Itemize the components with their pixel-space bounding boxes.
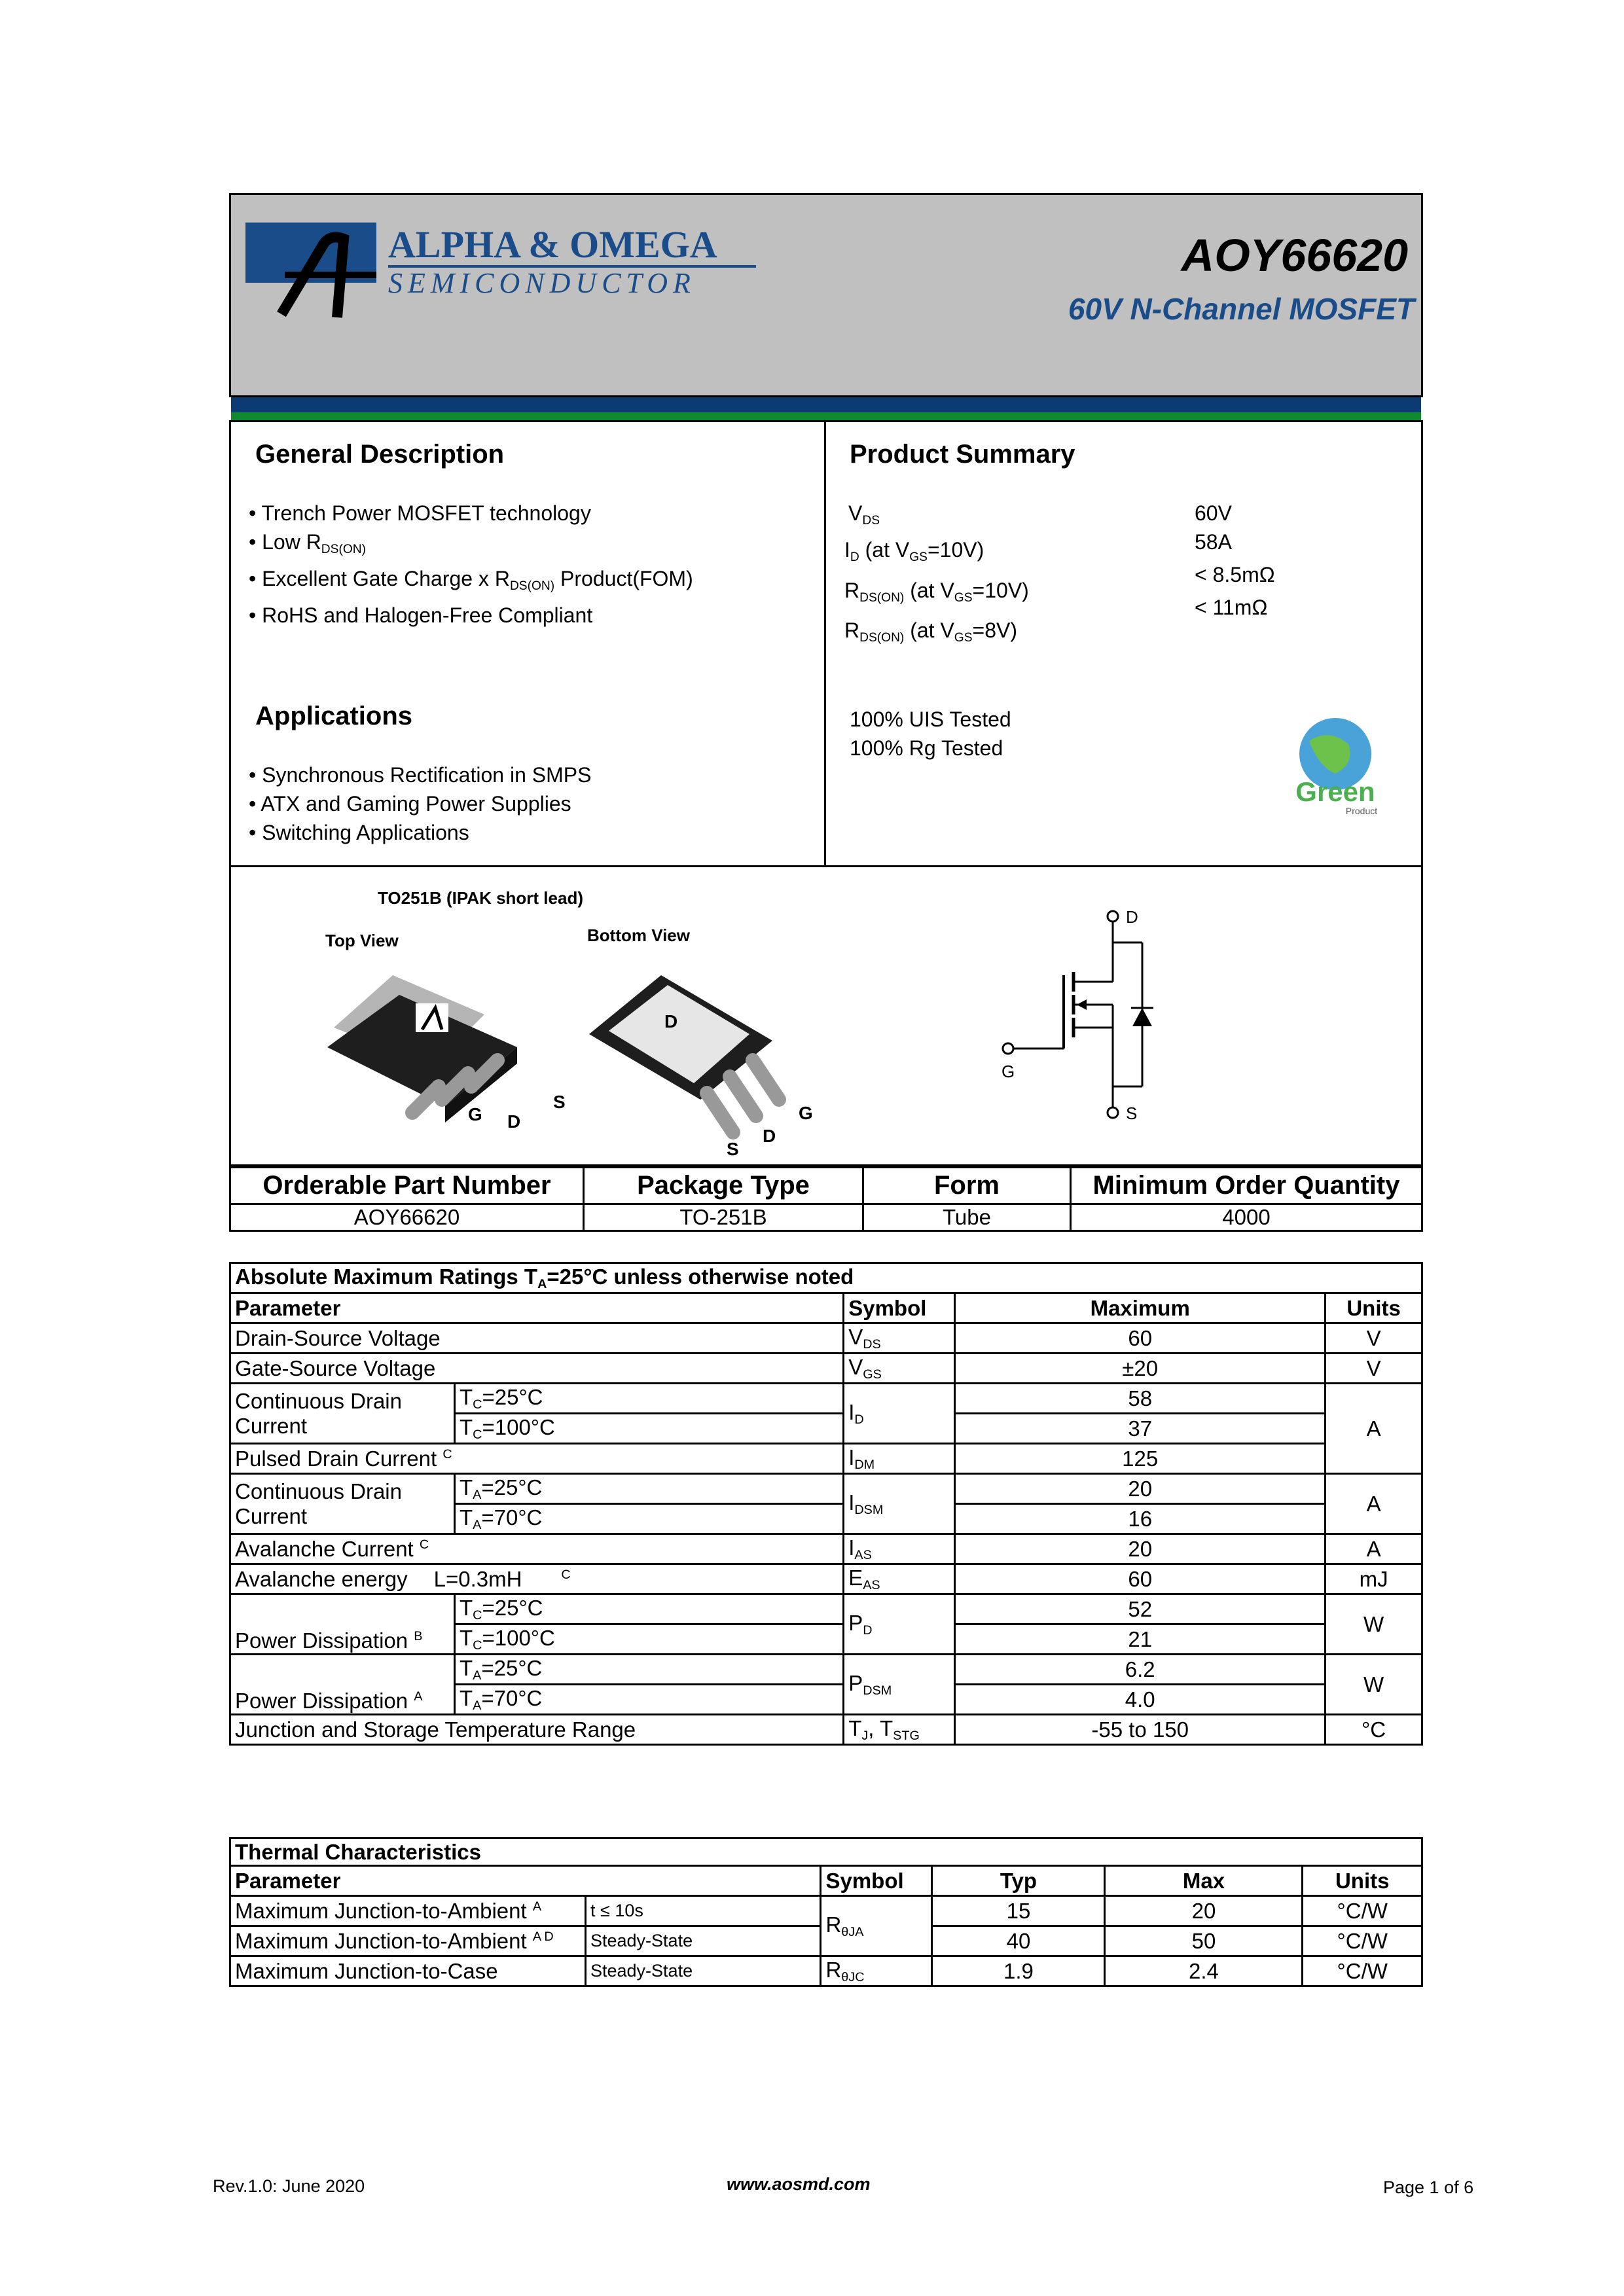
row-pd-25: Power Dissipation $^B$ $T_C=25^\circ C$ $P_D$ 52 W	[230, 1594, 1422, 1624]
row-tj: Junction and Storage Temperature Range $T_J$, $T_{STG}$ -55 to 150 °C	[230, 1715, 1422, 1745]
row-ias: Avalanche Current $^C$ $I_{AS}$ 20 A	[230, 1534, 1422, 1564]
bottom-pin-d: D	[763, 1126, 776, 1146]
bullet-fom: • Excellent Gate Charge x $R_{DS(ON)}$ Product(FOM)	[249, 566, 693, 593]
summary-rdson-8v: $R_{DS(ON)}$ (at $V_{GS}=8V$)	[844, 619, 1018, 645]
abs-max-header-row	[230, 1293, 1422, 1323]
row-id-25: Continuous Drain Current $T_C=25^\circ C$ $I_D$ 58 A	[230, 1384, 1422, 1414]
row-pdsm-70: $T_A=70^\circ C$ 4.0	[230, 1685, 1422, 1715]
applications-list	[249, 761, 591, 847]
summary-rdson-8v-value: < 11mΩ	[1195, 596, 1268, 619]
footer-page-number: Page 1 of 6	[1383, 2178, 1474, 2197]
summary-vds: $V_{DS}$	[848, 501, 880, 528]
top-pin-s: S	[553, 1092, 566, 1112]
abs-header-symbol: Symbol	[844, 1293, 955, 1323]
bullet-trench: • Trench Power MOSFET technology	[249, 501, 591, 525]
orderable-part: AOY66620	[230, 1204, 584, 1231]
bottom-pin-g: G	[799, 1103, 813, 1123]
row-idsm-70: $T_A=70^\circ C$ 16	[230, 1504, 1422, 1534]
row-id-100: $T_C=100^\circ C$ 37	[230, 1414, 1422, 1444]
top-view-label: Top View	[325, 931, 399, 950]
uis-tested: 100% UIS Tested	[850, 708, 1011, 731]
orderable-header-part: Orderable Part Number	[230, 1168, 584, 1204]
brand-line2: SEMICONDUCTOR	[388, 267, 696, 299]
app-bullet-smps: • Synchronous Rectification in SMPS	[249, 763, 592, 787]
orderable-header-row	[230, 1168, 1422, 1204]
orderable-form: Tube	[863, 1204, 1071, 1231]
header-blue-band	[231, 397, 1421, 412]
schematic-g: G	[1001, 1062, 1015, 1081]
product-summary-title: Product Summary	[850, 440, 1075, 469]
orderable-table	[229, 1166, 1423, 1232]
thermal-title: Thermal Characteristics	[230, 1839, 1422, 1866]
top-pin-d: D	[507, 1111, 521, 1132]
bottom-pad-d: D	[664, 1011, 678, 1031]
thermal-row-jc: Maximum Junction-to-Case Steady-State $R_{\theta JC}$ 1.9 2.4 °C/W	[230, 1956, 1422, 1986]
app-bullet-atx: • ATX and Gaming Power Supplies	[249, 792, 571, 816]
package-bottom-view-drawing	[583, 956, 857, 1158]
app-bullet-switching: • Switching Applications	[249, 821, 469, 844]
footer-url[interactable]: www.aosmd.com	[727, 2174, 871, 2194]
orderable-header-moq: Minimum Order Quantity	[1071, 1168, 1422, 1204]
bullet-low-rdson: • Low $R_{DS(ON)}$	[249, 530, 367, 556]
abs-max-table	[229, 1262, 1423, 1746]
general-description-list	[249, 499, 812, 630]
row-pd-100: $T_C=100^\circ C$ 21	[230, 1624, 1422, 1655]
package-top-view-drawing	[321, 956, 609, 1152]
brand-line1: ALPHA & OMEGA	[388, 223, 717, 266]
summary-id: $I_D$ (at $V_{GS}=10V$)	[844, 537, 984, 564]
row-vgs: Gate-Source Voltage $V_{GS}$ ±20 V	[230, 1354, 1422, 1384]
svg-text:Product: Product	[1345, 806, 1378, 816]
row-vds: Drain-Source Voltage $V_{DS}$ 60 V	[230, 1323, 1422, 1354]
company-logo	[245, 219, 756, 324]
orderable-header-form: Form	[863, 1168, 1071, 1204]
row-pdsm-25: Power Dissipation $^A$ $T_A=25^\circ C$ $P_{DSM}$ 6.2 W	[230, 1655, 1422, 1685]
abs-header-parameter: Parameter	[230, 1293, 844, 1323]
bottom-pin-s: S	[727, 1139, 739, 1158]
abs-header-maximum: Maximum	[955, 1293, 1326, 1323]
package-title: TO251B (IPAK short lead)	[378, 888, 583, 908]
row-idsm-25: Continuous Drain Current $T_A=25^\circ C$ $I_{DSM}$ 20 A	[230, 1474, 1422, 1504]
bullet-rohs: • RoHS and Halogen-Free Compliant	[249, 603, 593, 627]
green-product-icon	[1283, 715, 1388, 819]
orderable-header-package: Package Type	[584, 1168, 863, 1204]
summary-id-value: 58A	[1195, 530, 1232, 554]
schematic-d: D	[1126, 907, 1138, 927]
thermal-table	[229, 1837, 1423, 1987]
part-number-title: AOY66620	[1181, 230, 1408, 281]
product-summary-values	[1195, 499, 1275, 622]
top-pin-g: G	[468, 1104, 482, 1124]
row-eas: Avalanche energy L=0.3mH $^C$ $E_{AS}$ 60 mJ	[230, 1564, 1422, 1594]
tested-notes	[850, 705, 1011, 762]
row-idm: Pulsed Drain Current $^C$ $I_{DM}$ 125	[230, 1444, 1422, 1474]
summary-rdson-10v-value: < 8.5mΩ	[1195, 563, 1275, 586]
rg-tested: 100% Rg Tested	[850, 736, 1003, 760]
orderable-package: TO-251B	[584, 1204, 863, 1231]
summary-vds-value: 60V	[1195, 501, 1232, 525]
applications-title: Applications	[255, 702, 413, 730]
thermal-header-row: Parameter Symbol Typ Max Units	[230, 1866, 1422, 1896]
thermal-row-ja-ss: Maximum Junction-to-Ambient $^{A D}$ Steady-State 40 50 °C/W	[230, 1926, 1422, 1956]
part-subtitle: 60V N-Channel MOSFET	[1068, 292, 1415, 326]
abs-max-title: Absolute Maximum Ratings $T_A=25^\circ C$ unless otherwise noted	[230, 1263, 1422, 1293]
abs-header-units: Units	[1326, 1293, 1422, 1323]
orderable-moq: 4000	[1071, 1204, 1422, 1231]
thermal-row-ja-10s: Maximum Junction-to-Ambient $^A$ t ≤ 10s $R_{\theta JA}$ 15 20 °C/W	[230, 1896, 1422, 1926]
mosfet-symbol	[995, 903, 1191, 1126]
footer-revision: Rev.1.0: June 2020	[213, 2176, 365, 2196]
schematic-s: S	[1126, 1103, 1138, 1123]
svg-text:Green: Green	[1295, 776, 1375, 807]
orderable-row	[230, 1204, 1422, 1231]
header-green-band	[231, 412, 1421, 420]
summary-rdson-10v: $R_{DS(ON)}$ (at $V_{GS}=10V$)	[844, 578, 1029, 605]
general-description-title: General Description	[255, 440, 505, 469]
bottom-view-label: Bottom View	[587, 925, 690, 945]
